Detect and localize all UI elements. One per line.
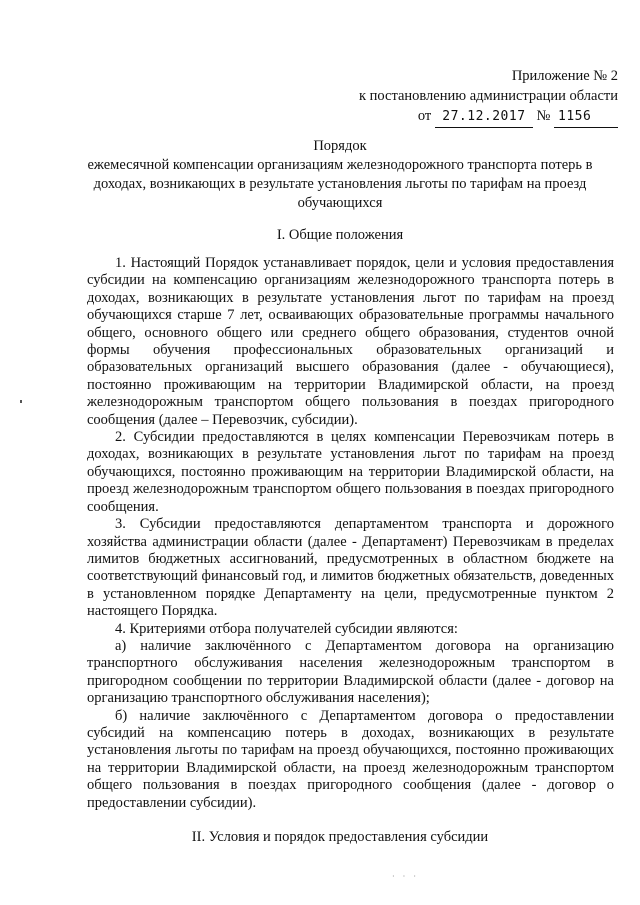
title-line-2: доходах, возникающих в результате установления льготы по тарифам на проезд (93, 176, 587, 192)
paragraph-4a: а) наличие заключённого с Департаментом договора на организацию транспортного обслуживания населения железнодорожным транспортом в пригородном сообщении по территории Владимирской области (далее - договор на организацию транспортного обслуживания населения); (87, 637, 614, 707)
title-heading: Порядок (313, 138, 367, 154)
appendix-header (288, 66, 618, 128)
paragraph-4: 4. Критериями отбора получателей субсидии являются: (115, 620, 458, 637)
section-1-heading: I. Общие положения (276, 227, 404, 243)
title-line-1: ежемесячной компенсации организациям железнодорожного транспорта потерь в (87, 157, 593, 173)
from-label: от (417, 108, 432, 124)
paragraph-4b: б) наличие заключённого с Департаментом договора о предоставлении субсидий на компенсацию потерь в доходах, возникающих в результате установления льготы по тарифам на проезд обучающихся, постоянно проживающих на территории Владимирской области, на проезд железнодорожным транспортом общего пользования в поездах пригородного сообщения (далее - договор о предоставлении субсидии). (87, 707, 614, 811)
document-title (80, 137, 600, 213)
margin-mark (20, 400, 22, 403)
section-2-heading: II. Условия и порядок предоставления субсидии (191, 829, 489, 845)
paragraph-2: 2. Субсидии предоставляются в целях компенсации Перевозчикам потерь в доходах, возникающих в результате установления льгот по тарифам на проезд обучающихся, постоянно проживающим на территории Владимирской области, на проезд железнодорожным транспортом общего пользования в поездах пригородного сообщения. (87, 429, 614, 515)
appendix-reference: к постановлению администрации области (358, 88, 618, 104)
paragraph-3: 3. Субсидии предоставляются департаментом транспорта и дорожного хозяйства администрации области (далее - Департамент) Перевозчикам в пределах лимитов бюджетных ассигнований, предусмотренных в областном бюджете на соответствующий финансовый год, и лимитов бюджетных обязательств, доведенных в установленном порядке Департаменту на цели, предусмотренные пунктом 2 настоящего Порядка. (87, 516, 614, 620)
scan-artifact: · · · (392, 872, 419, 881)
title-line-3: обучающихся (297, 195, 383, 211)
number-label: № (536, 108, 551, 124)
handwritten-number: 1156 (554, 107, 618, 128)
body-text (87, 255, 614, 812)
handwritten-date: 27.12.2017 (435, 107, 533, 128)
appendix-title: Приложение № 2 (511, 68, 618, 84)
appendix-date-number (288, 106, 618, 128)
paragraph-1: 1. Настоящий Порядок устанавливает порядок, цели и условия предоставления субсидии на компенсацию организациям железнодорожного транспорта потерь в доходах, возникающих в результате установления льгот по тарифам на проезд обучающихся старше 7 лет, осваивающих образовательные программы начального общего, основного общего или среднего общего образования, студентов очной формы обучения профессиональных образовательных организаций и образовательных организаций высшего образования (далее - обучающиеся), постоянно проживающим на территории Владимирской области, на проезд железнодорожным транспортом общего пользования в поездах пригородного сообщения (далее – Перевозчик, субсидии). (87, 255, 614, 428)
